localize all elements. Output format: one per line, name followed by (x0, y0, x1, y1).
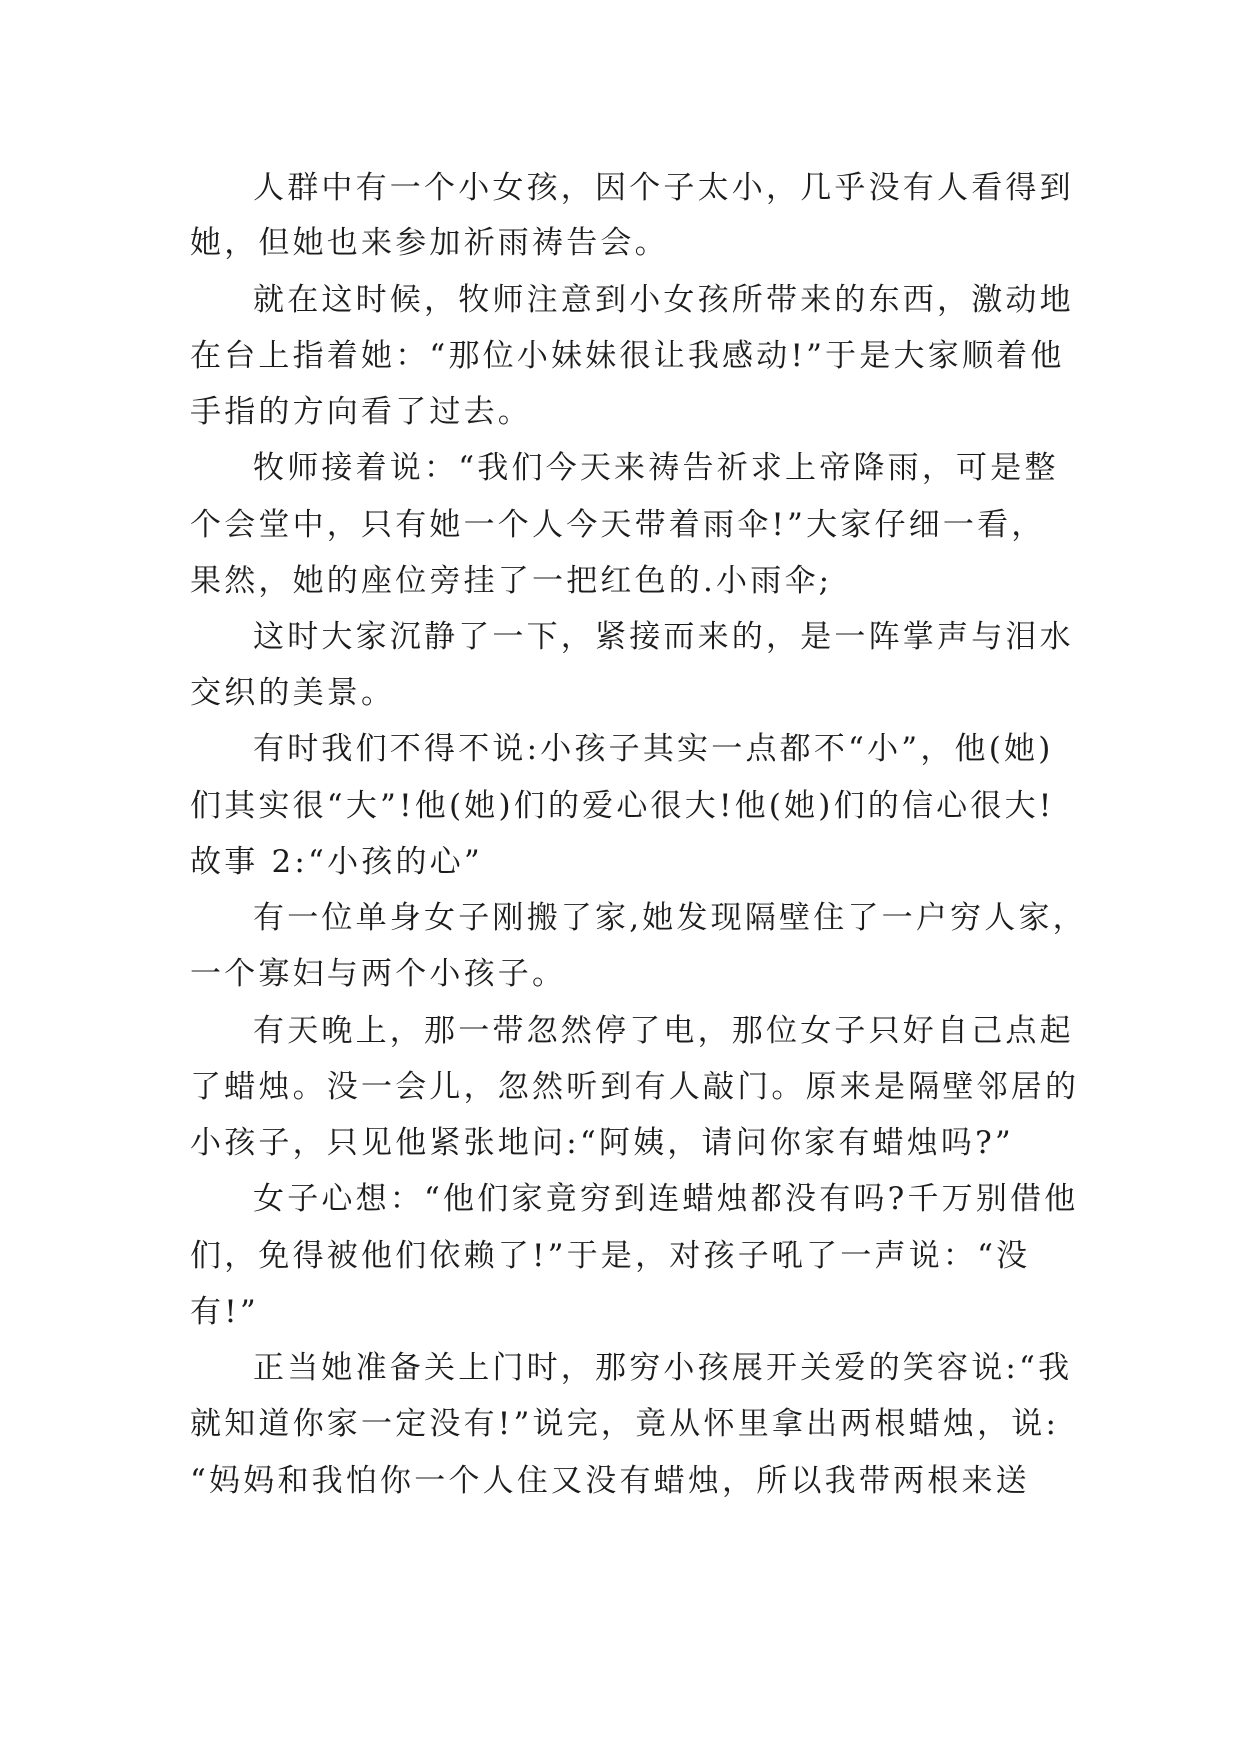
text-line: 人群中有一个小女孩，因个子太小，几乎没有人看得到 (253, 170, 1074, 206)
text-line: 在台上指着她：“那位小妹妹很让我感动!”于是大家顺着他 (190, 338, 1065, 374)
text-line: 有时我们不得不说:小孩子其实一点都不“小”，他(她) (253, 731, 1054, 767)
text-line: 小孩子，只见他紧张地问:“阿姨，请问你家有蜡烛吗?” (190, 1125, 1014, 1161)
text-line: 了蜡烛。没一会儿，忽然听到有人敲门。原来是隔壁邻居的 (190, 1069, 1080, 1105)
text-line: 这时大家沉静了一下，紧接而来的，是一阵掌声与泪水 (253, 619, 1074, 655)
text-line: 女子心想：“他们家竟穷到连蜡烛都没有吗?千万别借他 (253, 1181, 1079, 1217)
text-line: 有!” (190, 1294, 259, 1330)
text-line: 牧师接着说：“我们今天来祷告祈求上帝降雨，可是整 (253, 450, 1059, 486)
text-line: 就在这时候，牧师注意到小女孩所带来的东西，激动地 (253, 282, 1074, 318)
text-line: 们其实很“大”!他(她)们的爱心很大!他(她)们的信心很大! (190, 788, 1055, 824)
text-line: 有一位单身女子刚搬了家,她发现隔壁住了一户穷人家， (253, 900, 1087, 936)
text-line: 手指的方向看了过去。 (190, 394, 532, 430)
text-line: 有天晚上，那一带忽然停了电，那位女子只好自己点起 (253, 1013, 1074, 1049)
text-line: 她，但她也来参加祈雨祷告会。 (190, 225, 669, 261)
text-line: 果然，她的座位旁挂了一把红色的.小雨伞; (190, 563, 833, 599)
text-line: 就知道你家一定没有!”说完，竟从怀里拿出两根蜡烛，说: (190, 1406, 1060, 1442)
text-line: 一个寡妇与两个小孩子。 (190, 956, 567, 992)
section-heading: 故事 2:“小孩的心” (190, 844, 483, 880)
text-line: 们，免得被他们依赖了!”于是，对孩子吼了一声说：“没 (190, 1238, 1031, 1274)
text-line: “妈妈和我怕你一个人住又没有蜡烛，所以我带两根来送 (190, 1463, 1030, 1499)
text-line: 个会堂中，只有她一个人今天带着雨伞!”大家仔细一看， (190, 507, 1046, 543)
text-line: 交织的美景。 (190, 675, 396, 711)
text-line: 正当她准备关上门时，那穷小孩展开关爱的笑容说:“我 (253, 1350, 1073, 1386)
